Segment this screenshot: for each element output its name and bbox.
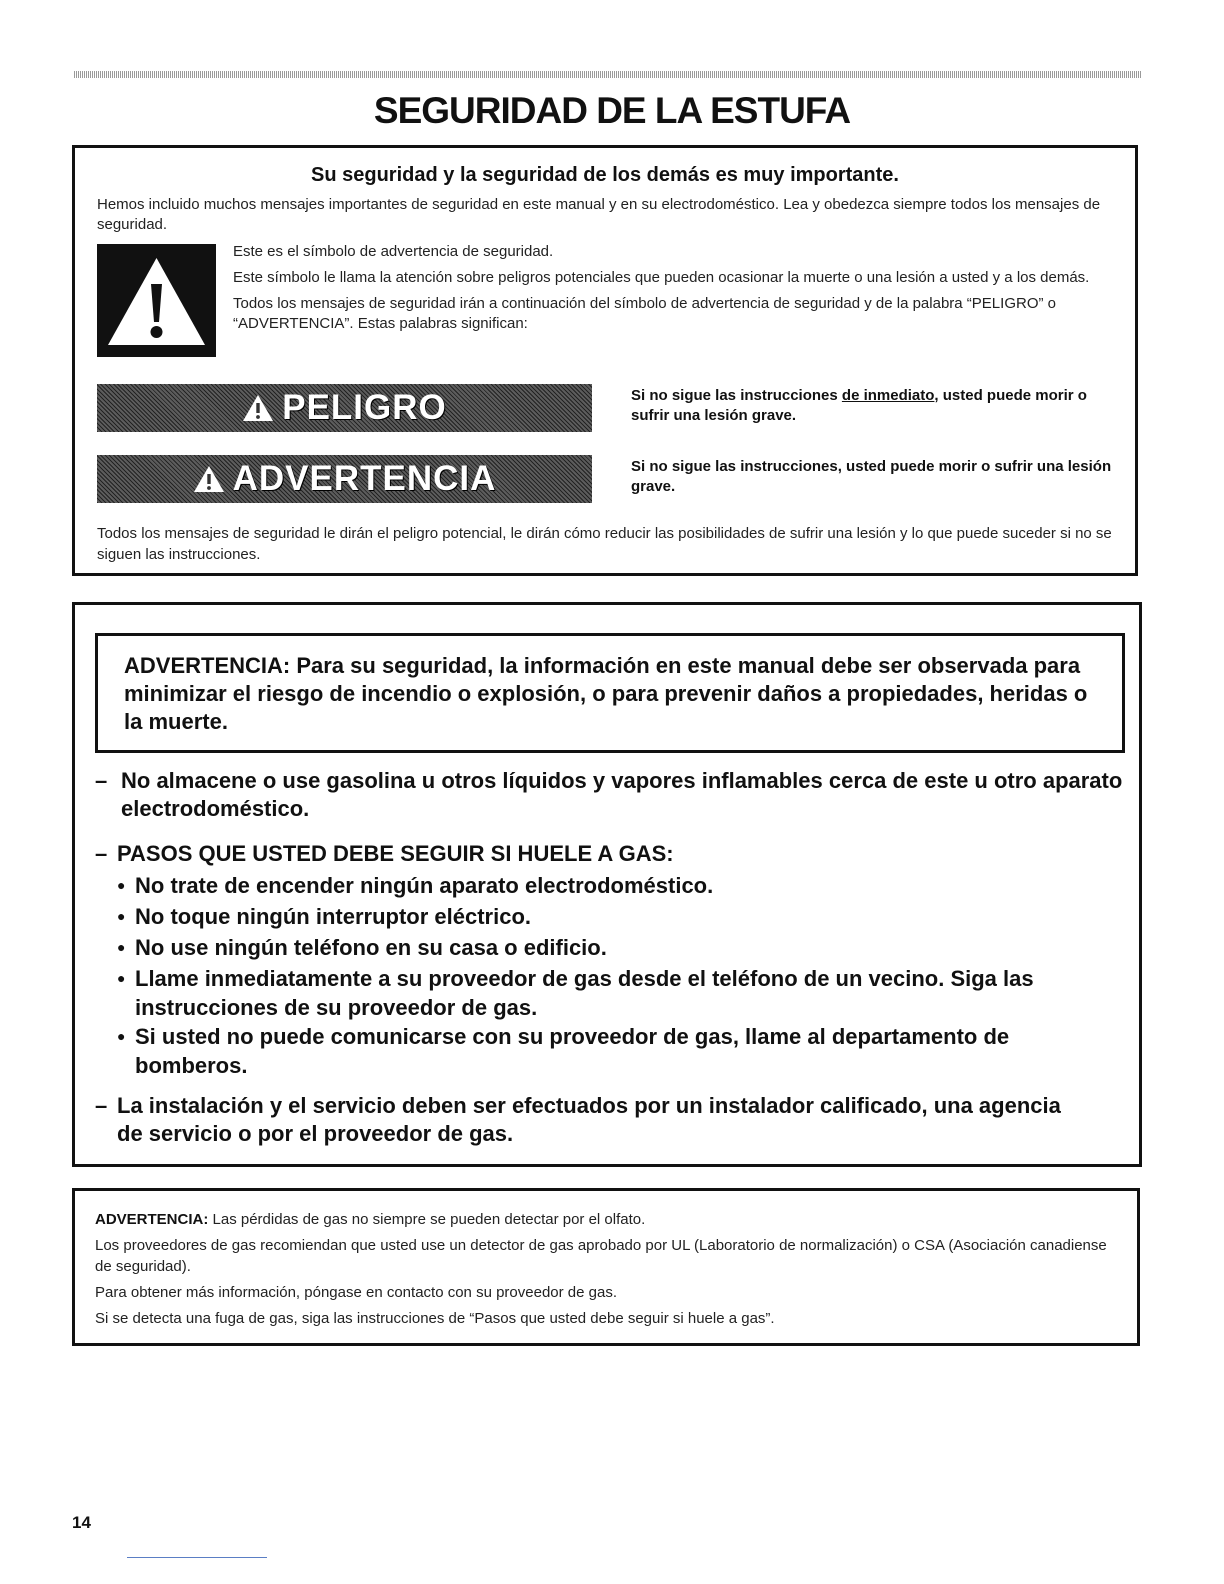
dash-glyph: – xyxy=(95,1093,108,1118)
bullet-item xyxy=(117,1022,1047,1080)
safety-intro: Hemos incluido muchos mensajes importantes de seguridad en este manual y en su electrodoméstico. Lea y obedezca siempre todos los mensajes de seguridad. xyxy=(97,196,1101,233)
bullet-item xyxy=(117,902,1097,931)
symbol-line: Este símbolo le llama la atención sobre peligros potenciales que pueden ocasionar la muerte o una lesión a usted y a los demás. xyxy=(233,269,1090,286)
list-item xyxy=(95,767,1125,823)
bullet-icon: ● xyxy=(117,1028,126,1044)
page-title: SEGURIDAD DE LA ESTUFA xyxy=(373,90,851,131)
symbol-line: Este es el símbolo de advertencia de seguridad. xyxy=(233,243,554,260)
bullet-icon: ● xyxy=(117,877,126,893)
danger-label: PELIGRO xyxy=(282,388,447,427)
danger-definition xyxy=(631,386,1121,426)
leak-line xyxy=(95,1209,1117,1230)
bullet-text: No trate de encender ningún aparato electrodoméstico. xyxy=(135,873,714,898)
danger-banner xyxy=(97,384,592,432)
gas-leak-box xyxy=(72,1188,1140,1346)
bullet-item xyxy=(117,871,1097,900)
leak-line: Para obtener más información, póngase en contacto con su proveedor de gas. xyxy=(95,1284,617,1301)
bullet-icon: ● xyxy=(117,908,126,924)
bullet-icon: ● xyxy=(117,970,126,986)
list-item xyxy=(95,840,1125,868)
safety-heading: Su seguridad y la seguridad de los demás es muy importante. xyxy=(311,164,899,186)
warning-definition: Si no sigue las instrucciones, usted puede morir o sufrir una lesión grave. xyxy=(631,458,1112,495)
gas-steps-heading: PASOS QUE USTED DEBE SEGUIR SI HUELE A GAS: xyxy=(117,841,674,866)
danger-def-text-end: , usted puede morir o sufrir una lesión grave. xyxy=(631,387,1087,424)
bottom-rule xyxy=(127,1557,267,1558)
list-item xyxy=(95,1092,1085,1148)
leak-text: Las pérdidas de gas no siempre se pueden detectar por el olfato. xyxy=(212,1211,646,1228)
alert-triangle-icon xyxy=(193,465,225,493)
bullet-item xyxy=(117,964,1077,1022)
symbol-line: Todos los mensajes de seguridad irán a continuación del símbolo de advertencia de seguridad y de la palabra “PELIGRO” o “ADVERTENCIA”. Estas palabras significan: xyxy=(233,295,1056,332)
page-number: 14 xyxy=(72,1513,91,1532)
fire-explosion-warning: ADVERTENCIA: Para su seguridad, la información en este manual debe ser observada para minimizar el riesgo de incendio o explosión, o para prevenir daños a propiedades, heridas o la muerte. xyxy=(95,633,1125,753)
warning-banner xyxy=(97,455,592,503)
leak-label: ADVERTENCIA: xyxy=(95,1211,209,1228)
top-rule xyxy=(74,71,1142,78)
danger-def-emphasis: de inmediato xyxy=(841,387,935,404)
dash-glyph: – xyxy=(95,768,108,793)
danger-def-text: Si no sigue las instrucciones xyxy=(631,387,842,404)
warning-label: ADVERTENCIA xyxy=(232,459,497,498)
leak-line: Los proveedores de gas recomiendan que usted use un detector de gas aprobado por UL (Laboratorio de normalización) o CSA (Asociación canadiense de seguridad). xyxy=(95,1237,1107,1275)
bullet-text: No toque ningún interruptor eléctrico. xyxy=(135,904,531,929)
bullet-item xyxy=(117,933,1097,962)
bullet-text: No use ningún teléfono en su casa o edificio. xyxy=(135,935,607,960)
list-item-text: La instalación y el servicio deben ser efectuados por un instalador calificado, una agencia de servicio o por el proveedor de gas. xyxy=(117,1093,1061,1146)
dash-glyph: – xyxy=(95,841,108,866)
bullet-icon: ● xyxy=(117,939,126,955)
alert-triangle-icon xyxy=(242,394,274,422)
gas-warning-box xyxy=(72,602,1142,1167)
list-item-text: No almacene o use gasolina u otros líquidos y vapores inflamables cerca de este u otro aparato electrodoméstico. xyxy=(121,768,1123,821)
bullet-text: Si usted no puede comunicarse con su proveedor de gas, llame al departamento de bomberos. xyxy=(135,1024,1010,1078)
safety-footer: Todos los mensajes de seguridad le dirán el peligro potencial, le dirán cómo reducir las posibilidades de sufrir una lesión y lo que puede suceder si no se siguen las instrucciones. xyxy=(97,525,1112,563)
leak-line: Si se detecta una fuga de gas, siga las instrucciones de “Pasos que usted debe seguir si huele a gas”. xyxy=(95,1310,775,1327)
safety-box xyxy=(72,145,1138,576)
bullet-text: Llame inmediatamente a su proveedor de gas desde el teléfono de un vecino. Siga las instrucciones de su proveedor de gas. xyxy=(135,966,1034,1020)
warning-triangle-icon xyxy=(97,244,216,357)
symbol-explanation xyxy=(233,242,1113,340)
